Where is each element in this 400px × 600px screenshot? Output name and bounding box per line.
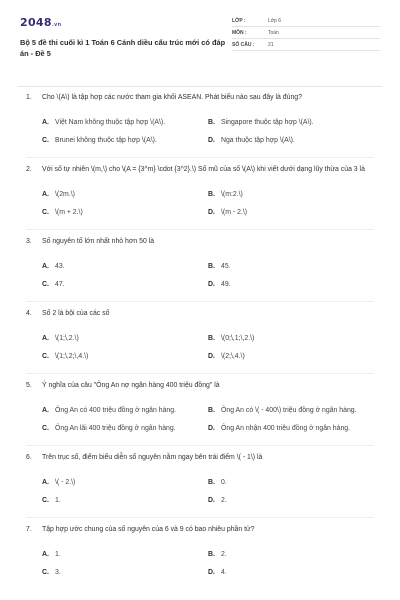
question-item (20, 237, 380, 302)
question-item (20, 165, 380, 230)
info-value: Toán (268, 29, 279, 36)
option-row (42, 402, 374, 420)
answer-option[interactable] (42, 569, 208, 578)
option-text: \(1;\,2;\,4.\) (55, 352, 89, 360)
exam-info-table (232, 15, 380, 76)
answer-option[interactable] (208, 407, 374, 416)
option-letter: C. (42, 424, 49, 432)
option-text: \(2m.\) (55, 190, 75, 198)
option-row (42, 132, 374, 150)
site-logo[interactable] (20, 16, 230, 29)
question-text: Tập hợp ước chung của số nguyên của 6 và 9 có bao nhiêu phần tử? (42, 526, 255, 533)
question-number: 7. (26, 526, 32, 533)
question-stem (26, 237, 374, 247)
option-letter: A. (42, 262, 49, 270)
answer-options (26, 402, 374, 438)
option-letter: D. (208, 352, 215, 360)
question-text: Cho \(A\) là tập hợp các nước tham gia khối ASEAN. Phát biểu nào sau đây là đúng? (42, 94, 302, 101)
question-divider (26, 229, 374, 230)
question-divider (26, 517, 374, 518)
option-text: Ông An có 400 triệu đồng ở ngân hàng. (55, 406, 176, 414)
info-row-question-count (232, 39, 380, 51)
question-divider (26, 157, 374, 158)
option-letter: A. (42, 550, 49, 558)
question-number: 6. (26, 454, 32, 461)
question-item (20, 309, 380, 374)
option-text: 0. (221, 478, 227, 486)
question-number: 2. (26, 166, 32, 173)
option-row (42, 420, 374, 438)
option-row (42, 330, 374, 348)
option-letter: A. (42, 334, 49, 342)
answer-option[interactable] (208, 191, 374, 200)
info-value: 21 (268, 41, 274, 48)
option-row (42, 474, 374, 492)
option-text: \(m - 2.\) (221, 208, 248, 216)
answer-option[interactable] (42, 353, 208, 362)
header (20, 14, 380, 76)
option-text: Singapore thuộc tập hợp \(A\). (221, 118, 314, 126)
question-stem (26, 93, 374, 103)
question-divider (26, 301, 374, 302)
option-letter: B. (208, 118, 215, 126)
option-letter: D. (208, 424, 215, 432)
option-row (42, 492, 374, 510)
option-text: \( - 2.\) (55, 478, 76, 486)
option-text: 3. (55, 568, 61, 576)
option-letter: A. (42, 406, 49, 414)
option-letter: A. (42, 190, 49, 198)
option-text: Ông An lãi 400 triệu đồng ở ngân hàng. (55, 424, 176, 432)
question-item (20, 93, 380, 158)
info-key: SỐ CÂU : (232, 41, 255, 48)
option-letter: A. (42, 478, 49, 486)
question-stem (26, 525, 374, 535)
option-letter: D. (208, 208, 215, 216)
answer-options (26, 546, 374, 582)
answer-option[interactable] (42, 335, 208, 344)
option-text: \(1;\,2.\) (55, 334, 79, 342)
exam-title: Bộ 5 đề thi cuối kì 1 Toán 6 Cánh diều cấu trúc mới có đáp án - Đề 5 (20, 38, 226, 58)
option-letter: B. (208, 478, 215, 486)
option-letter: C. (42, 136, 49, 144)
question-list (20, 93, 380, 582)
option-letter: C. (42, 352, 49, 360)
question-text: Ý nghĩa của câu "Ông An nợ ngân hàng 400 triệu đồng" là (42, 382, 220, 389)
answer-option[interactable] (208, 479, 374, 488)
option-text: 43. (55, 262, 65, 270)
info-row-subject (232, 27, 380, 39)
option-text: \(m:2.\) (221, 190, 243, 198)
answer-option[interactable] (208, 263, 374, 272)
question-item (20, 525, 380, 582)
option-text: 47. (55, 280, 65, 288)
header-left (20, 14, 230, 76)
option-letter: D. (208, 280, 215, 288)
option-text: 49. (221, 280, 231, 288)
info-key: MÔN : (232, 29, 247, 36)
option-letter: B. (208, 550, 215, 558)
info-row-class (232, 15, 380, 27)
answer-option[interactable] (208, 209, 374, 218)
option-row (42, 186, 374, 204)
answer-options (26, 114, 374, 150)
option-row (42, 348, 374, 366)
option-row (42, 258, 374, 276)
question-text: Trên trục số, điểm biểu diễn số nguyên nằm ngay bên trái điểm \( - 1\) là (42, 454, 263, 461)
info-key: LỚP : (232, 17, 246, 24)
question-text: Số nguyên tố lớn nhất nhỏ hơn 50 là (42, 238, 155, 245)
option-letter: C. (42, 496, 49, 504)
question-stem (26, 453, 374, 463)
option-letter: C. (42, 280, 49, 288)
answer-option[interactable] (42, 497, 208, 506)
logo-main-text: 2048 (20, 16, 52, 29)
question-item (20, 453, 380, 518)
question-item (20, 381, 380, 446)
option-letter: B. (208, 190, 215, 198)
option-letter: B. (208, 262, 215, 270)
option-row (42, 546, 374, 564)
option-letter: D. (208, 568, 215, 576)
answer-option[interactable] (208, 569, 374, 578)
question-number: 1. (26, 94, 32, 101)
answer-option[interactable] (42, 209, 208, 218)
answer-options (26, 258, 374, 294)
option-text: 45. (221, 262, 231, 270)
option-row (42, 564, 374, 582)
logo-suffix-text: .vn (51, 22, 62, 28)
answer-option[interactable] (42, 551, 208, 560)
option-text: Ông An có \( - 400\) triệu đồng ở ngân hàng. (221, 406, 357, 414)
option-letter: B. (208, 334, 215, 342)
option-text: Ông An nhận 400 triệu đồng ở ngân hàng. (221, 424, 351, 432)
answer-option[interactable] (42, 407, 208, 416)
option-letter: D. (208, 496, 215, 504)
option-text: \(m + 2.\) (55, 208, 83, 216)
answer-option[interactable] (42, 119, 208, 128)
answer-option[interactable] (42, 479, 208, 488)
answer-option[interactable] (208, 353, 374, 362)
answer-option[interactable] (208, 425, 374, 434)
question-number: 5. (26, 382, 32, 389)
option-text: 1. (55, 550, 61, 558)
answer-option[interactable] (42, 191, 208, 200)
question-divider (26, 445, 374, 446)
answer-option[interactable] (208, 335, 374, 344)
option-text: 2. (221, 496, 227, 504)
question-number: 4. (26, 310, 32, 317)
question-text: Số 2 là bội của các số (42, 310, 110, 317)
question-stem (26, 381, 374, 391)
header-divider (18, 86, 382, 87)
option-text: Nga thuộc tập hợp \(A\). (221, 136, 295, 144)
option-row (42, 204, 374, 222)
answer-options (26, 186, 374, 222)
option-text: Việt Nam không thuộc tập hợp \(A\). (55, 118, 166, 126)
question-text: Với số tự nhiên \(m,\) cho \(A = {3^m} \cdot {3^2}.\) Số mũ của số \(A\) khi viết dưới dạng lũy thừa của 3 là (42, 166, 365, 173)
answer-option[interactable] (42, 281, 208, 290)
option-text: \(2;\,4.\) (221, 352, 245, 360)
answer-option[interactable] (208, 497, 374, 506)
option-text: Brunei không thuộc tập hợp \(A\). (55, 136, 157, 144)
answer-option[interactable] (42, 425, 208, 434)
answer-option[interactable] (208, 281, 374, 290)
option-letter: C. (42, 568, 49, 576)
option-text: 4. (221, 568, 227, 576)
answer-option[interactable] (42, 137, 208, 146)
option-letter: A. (42, 118, 49, 126)
option-letter: B. (208, 406, 215, 414)
answer-options (26, 474, 374, 510)
option-letter: D. (208, 136, 215, 144)
question-stem (26, 165, 374, 175)
option-text: \(0;\,1;\,2.\) (221, 334, 255, 342)
option-text: 1. (55, 496, 61, 504)
question-divider (26, 373, 374, 374)
answer-options (26, 330, 374, 366)
option-row (42, 276, 374, 294)
info-value: Lớp 6 (268, 17, 282, 24)
question-stem (26, 309, 374, 319)
answer-option[interactable] (208, 119, 374, 128)
answer-option[interactable] (208, 137, 374, 146)
question-number: 3. (26, 238, 32, 245)
answer-option[interactable] (208, 551, 374, 560)
answer-option[interactable] (42, 263, 208, 272)
option-letter: C. (42, 208, 49, 216)
option-text: 2. (221, 550, 227, 558)
option-row (42, 114, 374, 132)
